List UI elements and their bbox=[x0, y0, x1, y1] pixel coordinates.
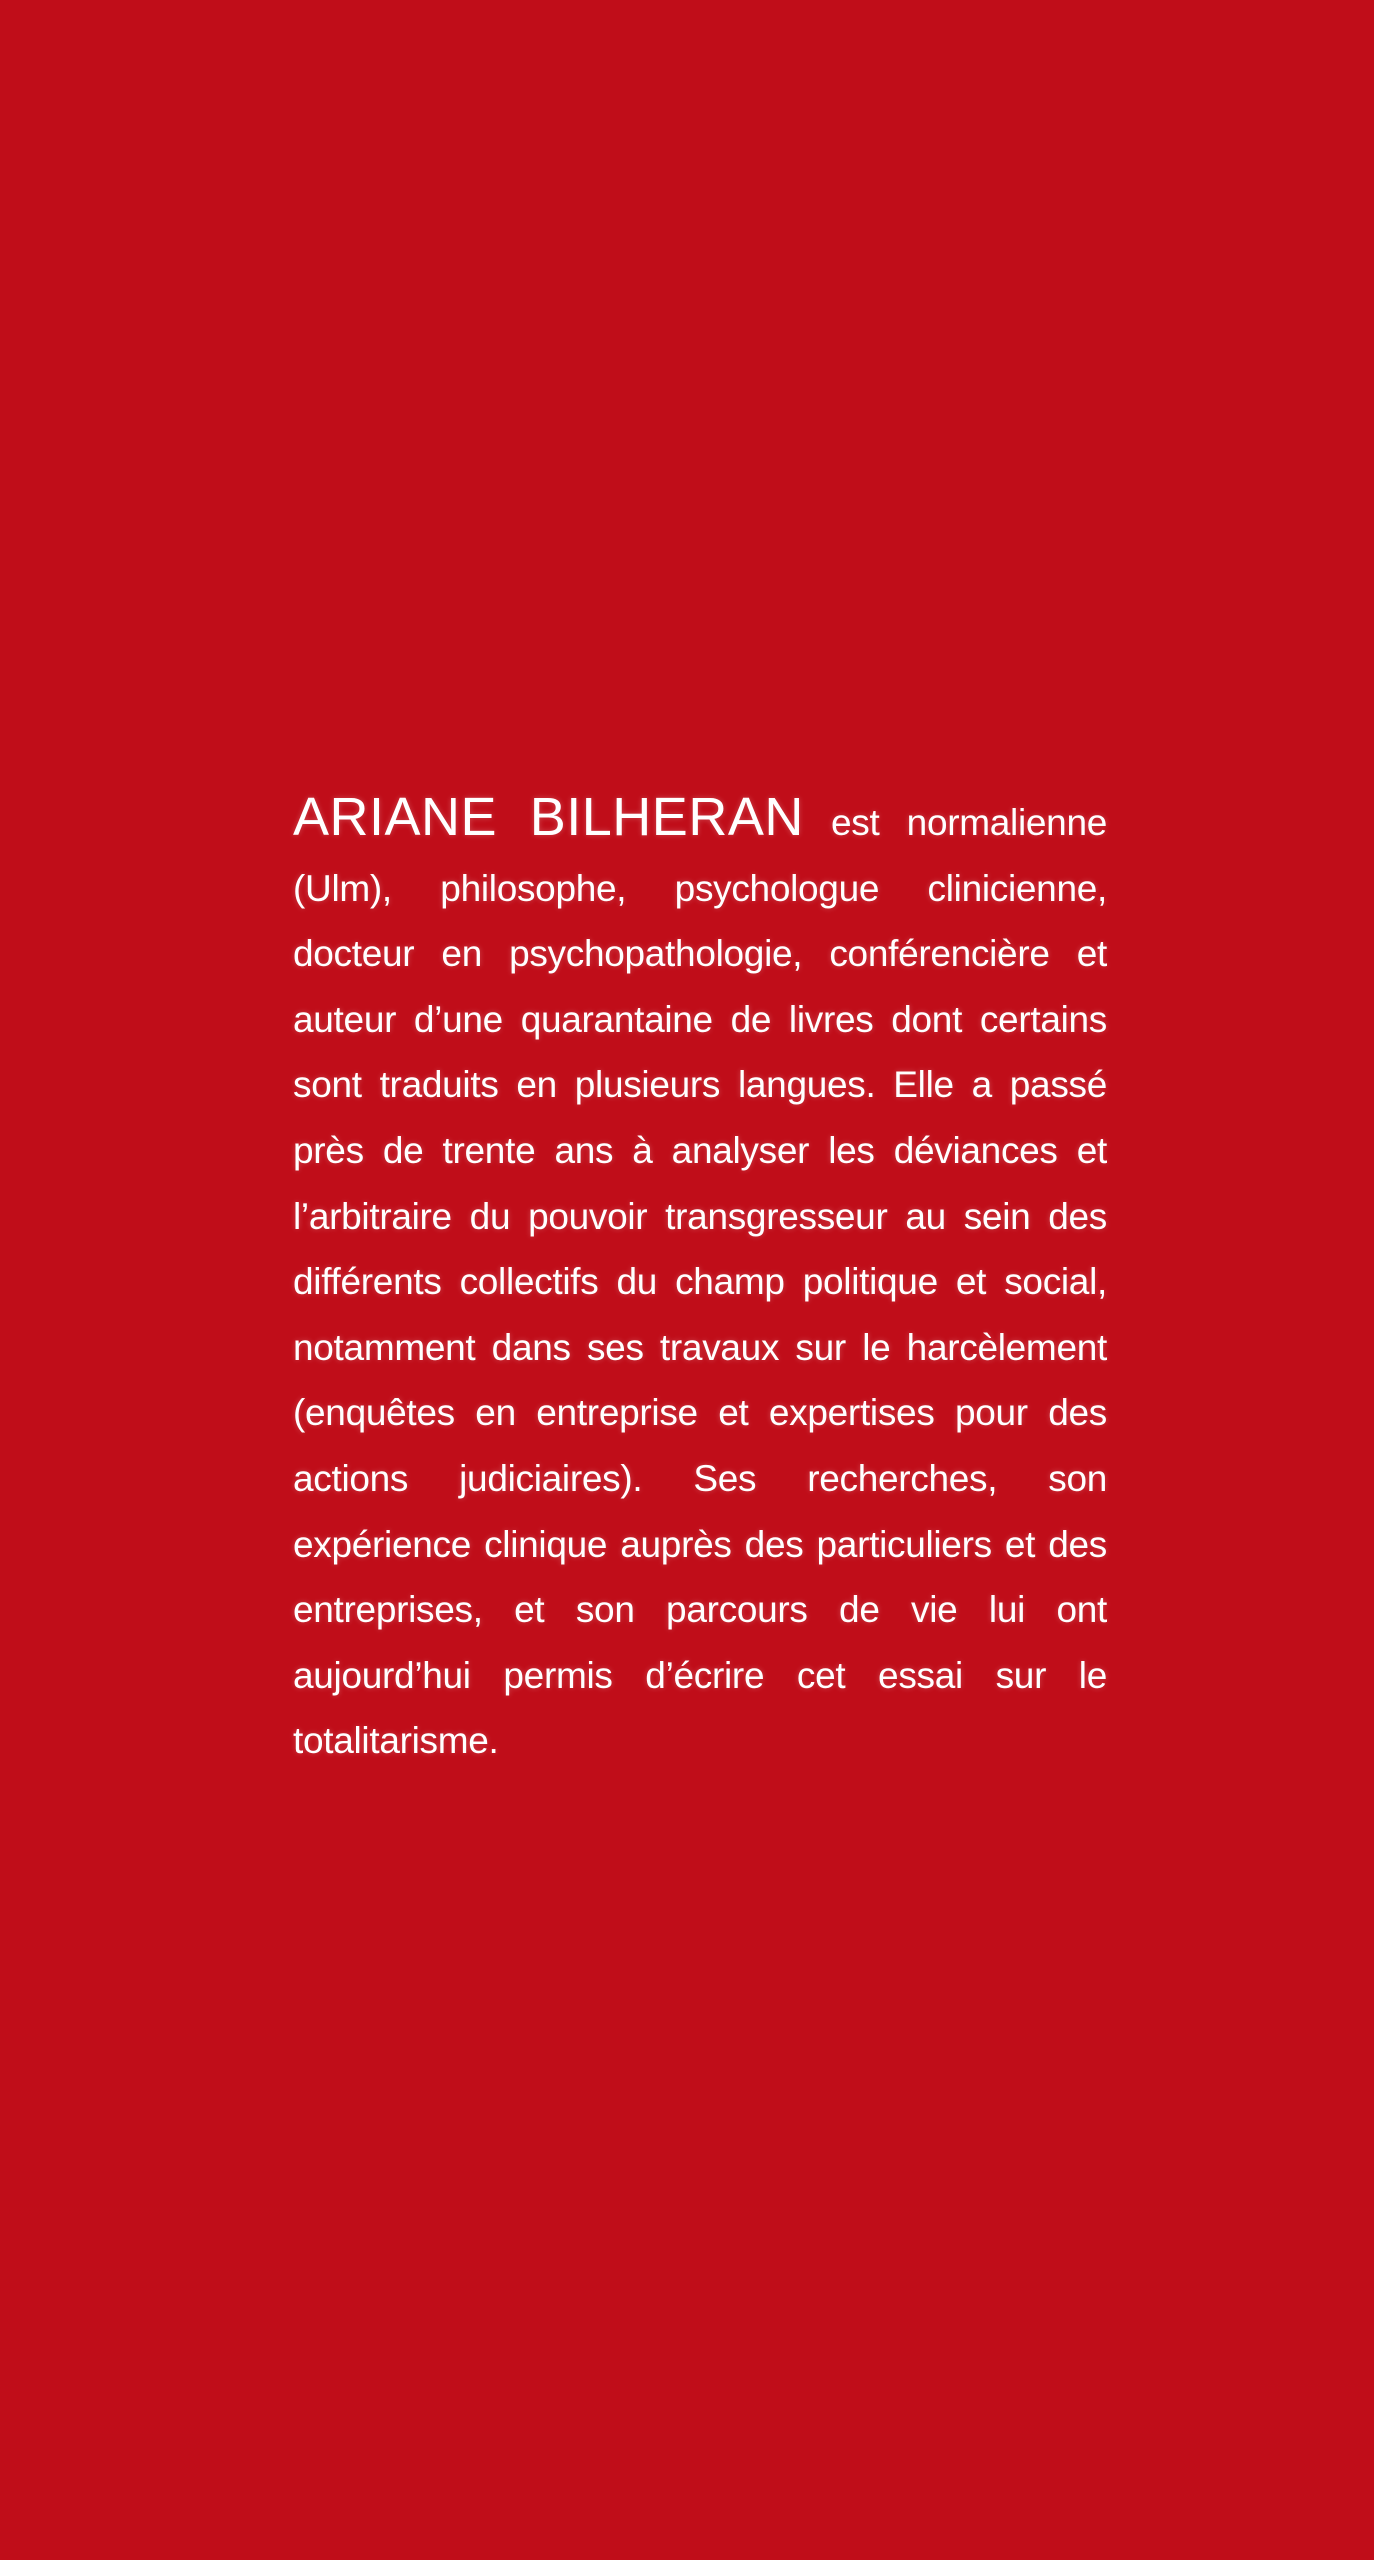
author-name: ARIANE BILHERAN bbox=[293, 787, 804, 847]
page-edge bbox=[1374, 0, 1393, 2560]
author-bio-text: est normalienne (Ulm), philosophe, psychologue clinicienne, docteur en psychopathologie, conférencière et auteur d’une quarantaine de livres dont certains sont traduits en plusieurs langues. Elle a passé près de trente ans à analyser les déviances et l’arbitraire du pouvoir transgresseur au sein des différents collectifs du champ politique et social, notamment dans ses travaux sur le harcèlement (enquêtes en entreprise et expertises pour des actions judiciaires). Ses recherches, son expérience clinique auprès des particuliers et des entreprises, et son parcours de vie lui ont aujourd’hui permis d’écrire cet essai sur le totalitarisme. bbox=[293, 802, 1107, 1762]
author-bio bbox=[293, 785, 1107, 1774]
